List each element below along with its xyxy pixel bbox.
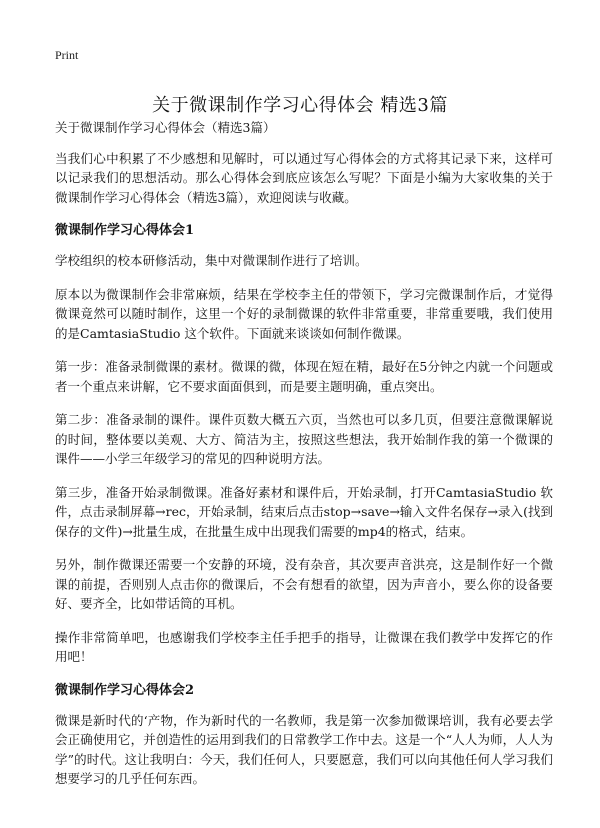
- paragraph: 学校组织的校本研修活动，集中对微课制作进行了培训。: [55, 253, 368, 268]
- paragraph: 第三步，准备开始录制微课。准备好素材和课件后，开始录制，打开CamtasiaStudio 软件，点击录制屏幕→rec，开始录制，结束后点击stop→save→输入文件名保存→录入(找到保存的文件)→批量生成，在批量生成中出现我们需要的mp4的格式，结束。: [55, 484, 553, 539]
- page-title: 关于微课制作学习心得体会 精选3篇: [152, 95, 448, 117]
- document-body: [55, 118, 553, 803]
- paragraph: 微课是新时代的‘产物，作为新时代的一名教师，我是第一次参加微课培训，我有必要去学会正确使用它，并创造性的运用到我们的日常教学工作中去。这是一个“人人为师，人人为学”的时代。这让我明白：今天，我们任何人，只要愿意，我们可以向其他任何人学习我们想要学习的几乎任何东西。: [55, 712, 553, 786]
- paragraph: 第一步：准备录制微课的素材。微课的微，体现在短在精，最好在5分钟之内就一个问题或者一个重点来讲解，它不要求面面俱到，而是要主题明确，重点突出。: [55, 359, 553, 394]
- paragraph: 原本以为微课制作会非常麻烦，结果在学校李主任的带领下，学习完微课制作后，才觉得微课竟然可以随时制作，这里一个好的录制微课的软件非常重要，非常重要哦，我们使用的是CamtasiaStudio 这个软件。下面就来谈谈如何制作微课。: [55, 286, 553, 341]
- paragraph: 另外，制作微课还需要一个安静的环境，没有杂音，其次要声音洪亮，这是制作好一个微课的前提，否则别人点击你的微课后，不会有想看的欲望，因为声音小，要么你的设备要好、要齐全，比如带话筒的耳机。: [55, 557, 553, 611]
- paragraph: 第二步：准备录制的课件。课件页数大概五六页，当然也可以多几页，但要注意微课解说的时间，整体要以美观、大方、简洁为主，按照这些想法，我开始制作我的第一个微课的课件——小学三年级学习的常见的四种说明方法。: [55, 412, 553, 466]
- paragraph: 操作非常简单吧，也感谢我们学校李主任手把手的指导，让微课在我们教学中发挥它的作用吧！: [55, 629, 553, 664]
- section-heading: 微课制作学习心得体会1: [55, 223, 195, 238]
- section-heading: 微课制作学习心得体会2: [55, 682, 195, 698]
- intro-paragraph: 当我们心中积累了不少感想和见解时，可以通过写心得体会的方式将其记录下来，这样可以记录我们的思想活动。那么心得体会到底应该怎么写呢？下面是小编为大家收集的关于微课制作学习心得体会（精选3篇），欢迎阅读与收藏。: [55, 150, 553, 205]
- print-label: Print: [55, 48, 79, 62]
- subtitle: 关于微课制作学习心得体会（精选3篇）: [55, 120, 276, 135]
